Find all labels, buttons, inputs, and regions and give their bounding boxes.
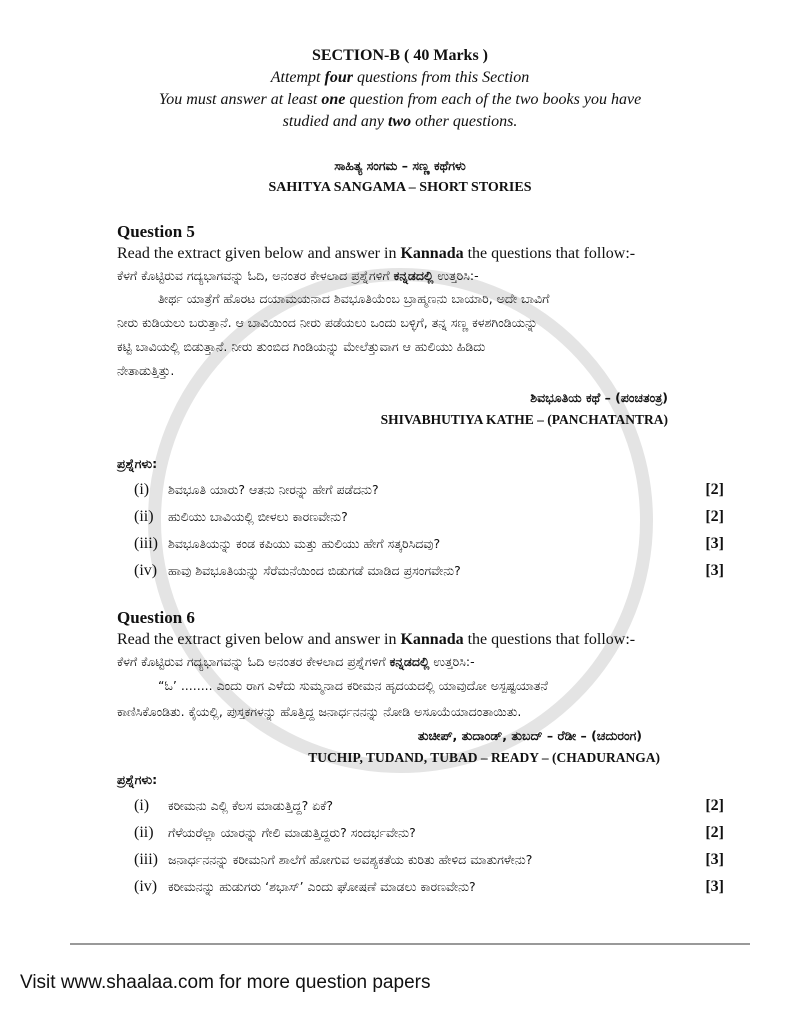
source-kannada: ಶಿವಭೂತಿಯ ಕಥೆ – (ಪಂಚತಂತ್ರ) [530, 390, 668, 405]
instruction-attempt: Attempt four questions from this Section [270, 69, 530, 86]
question-6-instruction-kannada: ಕೆಳಗೆ ಕೊಟ್ಟಿರುವ ಗದ್ಯಭಾಗವನ್ನು ಓದಿ ಅನಂತರ ಕೇಳಲಾದ ಪ್ರಶ್ನೆಗಳಿಗೆ ಕನ್ನಡದಲ್ಲಿ ಉತ್ತರಿಸಿ:- [117, 654, 475, 669]
instruction-studied: studied and any two other questions. [282, 113, 518, 130]
question-item: (i) ಶಿವಭೂತಿ ಯಾರು? ಆತನು ನೀರನ್ನು ಹೇಗೆ ಪಡೆದನು? [2] [134, 481, 724, 498]
extract-line: ಕಟ್ಟಿ ಬಾವಿಯಲ್ಲಿ ಬಿಡುತ್ತಾನೆ. ನೀರು ತುಂಬಿದ ಗಿಂಡಿಯನ್ನು ಮೇಲೆತ್ತುವಾಗ ಆ ಹುಲಿಯು ಹಿಡಿದು [117, 339, 486, 354]
extract-line: ನೇತಾಡುತ್ತಿತ್ತು. [117, 363, 175, 378]
question-6-instruction: Read the extract given below and answer in Kannada the questions that follow:- [117, 631, 636, 648]
question-5-instruction: Read the extract given below and answer in Kannada the questions that follow:- [117, 245, 636, 262]
extract-line: “ಓ’ ........ ಎಂದು ರಾಗ ಎಳೆದು ಸುಮ್ಮನಾದ ಕರೀಮನ ಹೃದಯದಲ್ಲಿ ಯಾವುದೋ ಅಸ್ಪಷ್ಟಯಾತನೆ [158, 678, 548, 693]
source-english: TUCHIP, TUDAND, TUBAD – READY – (CHADURANGA) [308, 750, 660, 765]
question-item: (ii) ಹುಲಿಯು ಬಾವಿಯಲ್ಲಿ ಬೀಳಲು ಕಾರಣವೇನು? [2] [134, 508, 724, 525]
extract-line: ನೀರು ಕುಡಿಯಲು ಬರುತ್ತಾನೆ. ಆ ಬಾವಿಯಿಂದ ನೀರು ಪಡೆಯಲು ಒಂದು ಬಳ್ಳಿಗೆ, ತನ್ನ ಸಣ್ಣ ಕಳಶಗಿಂಡಿಯನ್ನು [117, 315, 538, 330]
question-item: (ii) ಗೆಳೆಯರೆಲ್ಲಾ ಯಾರನ್ನು ಗೇಲಿ ಮಾಡುತ್ತಿದ್ದರು? ಸಂದರ್ಭವೇನು? [2] [134, 824, 724, 841]
footer-divider [70, 943, 750, 945]
question-5-instruction-kannada: ಕೆಳಗೆ ಕೊಟ್ಟಿರುವ ಗದ್ಯಭಾಗವನ್ನು ಓದಿ, ಅನಂತರ ಕೇಳಲಾದ ಪ್ರಶ್ನೆಗಳಿಗೆ ಕನ್ನಡದಲ್ಲಿ ಉತ್ತರಿಸಿ:- [117, 268, 479, 283]
source-english: SHIVABHUTIYA KATHE – (PANCHATANTRA) [380, 412, 668, 427]
question-6-heading: Question 6 [117, 608, 195, 627]
questions-label: ಪ್ರಶ್ನೆಗಳು: [117, 772, 158, 787]
question-5-heading: Question 5 [117, 222, 195, 241]
section-title: SECTION-B ( 40 Marks ) [311, 47, 488, 64]
book-title-english: SAHITYA SANGAMA – SHORT STORIES [268, 180, 532, 195]
questions-label: ಪ್ರಶ್ನೆಗಳು: [117, 456, 158, 471]
question-item: (iii) ಶಿವಭೂತಿಯನ್ನು ಕಂಡ ಕಪಿಯು ಮತ್ತು ಹುಲಿಯು ಹೇಗೆ ಸತ್ಕರಿಸಿದವು? [3] [134, 535, 724, 552]
question-item: (iv) ಕರೀಮನನ್ನು ಹುಡುಗರು ‘ಶಭಾಸ್’ ಎಂದು ಘೋಷಣೆ ಮಾಡಲು ಕಾರಣವೇನು? [3] [134, 878, 724, 895]
extract-line: ಕಾಣಿಸಿಕೊಂಡಿತು. ಕೈಯಲ್ಲಿ, ಪುಸ್ತಕಗಳನ್ನು ಹೊತ್ತಿದ್ದ ಜನಾರ್ಧನನನ್ನು ನೋಡಿ ಅಸೂಯೆಯಾದಂತಾಯಿತು. [117, 704, 522, 719]
book-title-kannada: ಸಾಹಿತ್ಯ ಸಂಗಮ – ಸಣ್ಣ ಕಥೆಗಳು [334, 158, 466, 173]
question-item: (iv) ಹಾವು ಶಿವಭೂತಿಯನ್ನು ಸೆರೆಮನೆಯಿಂದ ಬಿಡುಗಡೆ ಮಾಡಿದ ಪ್ರಸಂಗವೇನು? [3] [134, 562, 724, 579]
question-item: (i) ಕರೀಮನು ಎಲ್ಲಿ ಕೆಲಸ ಮಾಡುತ್ತಿದ್ದ? ಏಕೆ? [2] [134, 797, 724, 814]
question-item: (iii) ಜನಾರ್ಧನನನ್ನು ಕರೀಮನಿಗೆ ಶಾಲೆಗೆ ಹೋಗುವ ಅವಶ್ಯಕತೆಯ ಕುರಿತು ಹೇಳಿದ ಮಾತುಗಳೇನು? [3] [134, 851, 724, 868]
instruction-must: You must answer at least one question from each of the two books you have [158, 91, 642, 108]
source-kannada: ತುಚೀಪ್, ತುದಾಂಡ್, ತುಬದ್ – ರೆಡೀ – (ಚದುರಂಗ) [417, 728, 642, 743]
extract-line: ತೀರ್ಥ ಯಾತ್ರೆಗೆ ಹೊರಟ ದಯಾಮಯನಾದ ಶಿವಭೂತಿಯೆಂಬ ಬ್ರಾಹ್ಮಣನು ಬಾಯಾರಿ, ಅದೇ ಬಾವಿಗೆ [158, 291, 550, 306]
footer-text: Visit www.shaalaa.com for more question papers [20, 972, 431, 993]
